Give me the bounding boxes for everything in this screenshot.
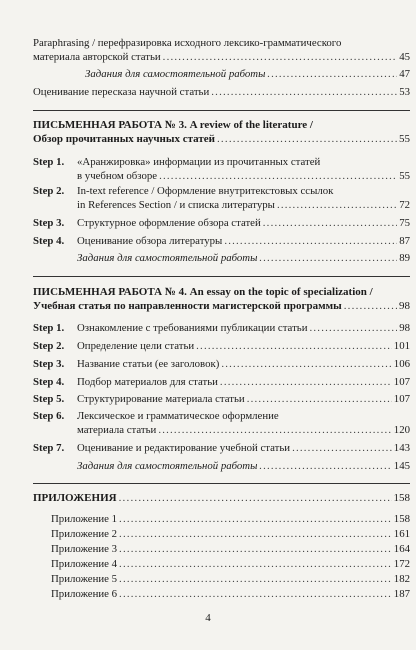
- leader-dots: [277, 198, 397, 212]
- leader-dots: [259, 251, 397, 265]
- page-ref: 75: [399, 217, 410, 229]
- step-text: Подбор материалов для статьи: [77, 376, 218, 388]
- step-label: Step 6.: [33, 410, 65, 422]
- leader-dots: [119, 512, 392, 526]
- toc-entry-task: [33, 251, 410, 265]
- step-label: Step 1.: [33, 322, 65, 334]
- page-ref: 158: [393, 513, 410, 525]
- leader-dots: [119, 557, 392, 571]
- appendix-item: [33, 542, 410, 556]
- leader-dots: [119, 587, 392, 601]
- page-ref: 187: [393, 588, 410, 600]
- section-title-cont: [33, 132, 410, 146]
- toc-entry-evaluation: [33, 85, 410, 99]
- page-ref: 53: [399, 86, 410, 98]
- page-number: 4: [205, 612, 211, 624]
- step-text: в учебном обзоре: [77, 170, 158, 182]
- step-text: In-text reference / Оформление внутритекстовых ссылок: [77, 185, 334, 197]
- step-text: материала статьи: [77, 424, 157, 436]
- page-ref: 45: [399, 51, 410, 63]
- section-title-cont: [33, 299, 410, 313]
- step-text: in References Section / и списка литературы: [77, 199, 275, 211]
- entry-text: материала авторской статьи: [33, 51, 161, 63]
- toc-step: [33, 155, 410, 169]
- step-label: Step 2.: [33, 185, 65, 197]
- toc-entry-task: [33, 67, 410, 81]
- appendix-item: [33, 557, 410, 571]
- leader-dots: [119, 527, 392, 541]
- step-label: Step 2.: [33, 340, 65, 352]
- page-ref: 87: [399, 235, 410, 247]
- leader-dots: [196, 339, 392, 353]
- toc-step: [33, 184, 410, 198]
- step-text: Оценивание обзора литературы: [77, 235, 223, 247]
- leader-dots: [119, 542, 392, 556]
- step-text: Оценивание и редактирование учебной статьи: [77, 442, 291, 454]
- section-title: [33, 118, 410, 132]
- appendix-title: [33, 491, 410, 505]
- toc-step: [33, 321, 410, 335]
- appendix-item: [33, 572, 410, 586]
- page-ref: 158: [393, 492, 410, 504]
- toc-step: [33, 234, 410, 248]
- toc-step: [33, 409, 410, 423]
- page-ref: 55: [399, 170, 410, 182]
- step-label: Step 3.: [33, 217, 65, 229]
- section-title: [33, 285, 410, 299]
- appendix-item: [33, 512, 410, 526]
- leader-dots: [220, 375, 392, 389]
- appendix-item: [33, 587, 410, 601]
- toc-entry-task: [33, 459, 410, 473]
- entry-text: Задания для самостоятельной работы: [77, 252, 258, 264]
- leader-dots: [221, 357, 391, 371]
- leader-dots: [259, 459, 391, 473]
- page-ref: 143: [393, 442, 410, 454]
- toc-step: [33, 392, 410, 406]
- page-ref: 172: [393, 558, 410, 570]
- leader-dots: [247, 392, 392, 406]
- appendix-label: Приложение 3: [51, 543, 118, 555]
- section-title-line1: ПИСЬМЕННАЯ РАБОТА № 4. An essay on the topic of specialization /: [33, 286, 373, 298]
- page-ref: 120: [393, 424, 410, 436]
- leader-dots: [159, 169, 397, 183]
- page-ref: 182: [393, 573, 410, 585]
- section-title-line2: Обзор прочитанных научных статей: [33, 133, 215, 145]
- page-ref: 107: [393, 376, 410, 388]
- leader-dots: [217, 132, 397, 146]
- entry-text: Задания для самостоятельной работы: [77, 460, 258, 472]
- step-label: Step 1.: [33, 156, 65, 168]
- appendix-heading: ПРИЛОЖЕНИЯ: [33, 492, 117, 504]
- entry-text: Оценивание пересказа научной статьи: [33, 86, 210, 98]
- leader-dots: [224, 234, 397, 248]
- page-ref: 89: [399, 252, 410, 264]
- leader-dots: [158, 423, 391, 437]
- page-ref: 98: [399, 322, 410, 334]
- page-ref: 101: [393, 340, 410, 352]
- entry-text: Paraphrasing / перефразировка исходного лексико-грамматического: [33, 37, 342, 49]
- step-text: Структурное оформление обзора статей: [77, 217, 261, 229]
- step-label: Step 3.: [33, 358, 65, 370]
- section-divider: [33, 110, 410, 111]
- leader-dots: [310, 321, 398, 335]
- toc-step: [33, 441, 410, 455]
- toc-entry-paraphrasing: [33, 36, 410, 50]
- leader-dots: [119, 572, 392, 586]
- toc-step-cont: [33, 169, 410, 183]
- step-label: Step 4.: [33, 376, 65, 388]
- page-ref: 55: [399, 133, 410, 145]
- leader-dots: [163, 50, 398, 64]
- entry-text: Задания для самостоятельной работы: [85, 68, 266, 80]
- leader-dots: [267, 67, 397, 81]
- toc-step: [33, 339, 410, 353]
- section-title-line1: ПИСЬМЕННАЯ РАБОТА № 3. A review of the literature /: [33, 119, 313, 131]
- toc-step: [33, 357, 410, 371]
- appendix-label: Приложение 1: [51, 513, 118, 525]
- toc-entry-paraphrasing-cont: [33, 50, 410, 64]
- appendix-label: Приложение 4: [51, 558, 118, 570]
- toc-step: [33, 375, 410, 389]
- page-ref: 47: [399, 68, 410, 80]
- appendix-label: Приложение 2: [51, 528, 118, 540]
- page-ref: 161: [393, 528, 410, 540]
- step-text: Ознакомление с требованиями публикации статьи: [77, 322, 308, 334]
- step-label: Step 4.: [33, 235, 65, 247]
- step-label: Step 7.: [33, 442, 65, 454]
- leader-dots: [119, 491, 392, 505]
- page-ref: 164: [393, 543, 410, 555]
- leader-dots: [292, 441, 392, 455]
- leader-dots: [263, 216, 397, 230]
- page-ref: 72: [399, 199, 410, 211]
- appendix-label: Приложение 5: [51, 573, 118, 585]
- toc-step-cont: [33, 198, 410, 212]
- leader-dots: [344, 299, 397, 313]
- page-ref: 106: [393, 358, 410, 370]
- page-ref: 98: [399, 300, 410, 312]
- step-text: Определение цели статьи: [77, 340, 195, 352]
- step-label: Step 5.: [33, 393, 65, 405]
- toc-step: [33, 216, 410, 230]
- toc-step-cont: [33, 423, 410, 437]
- section-divider: [33, 276, 410, 277]
- step-text: Название статьи (ее заголовок): [77, 358, 220, 370]
- appendix-item: [33, 527, 410, 541]
- page-ref: 107: [393, 393, 410, 405]
- step-text: Структурирование материала статьи: [77, 393, 245, 405]
- page-ref: 145: [393, 460, 410, 472]
- leader-dots: [211, 85, 397, 99]
- appendix-label: Приложение 6: [51, 588, 118, 600]
- step-text: Лексическое и грамматическое оформление: [77, 410, 279, 422]
- step-text: «Аранжировка» информации из прочитанных статей: [77, 156, 321, 168]
- section-title-line2: Учебная статья по направленности магистерской программы: [33, 300, 342, 312]
- section-divider: [33, 483, 410, 484]
